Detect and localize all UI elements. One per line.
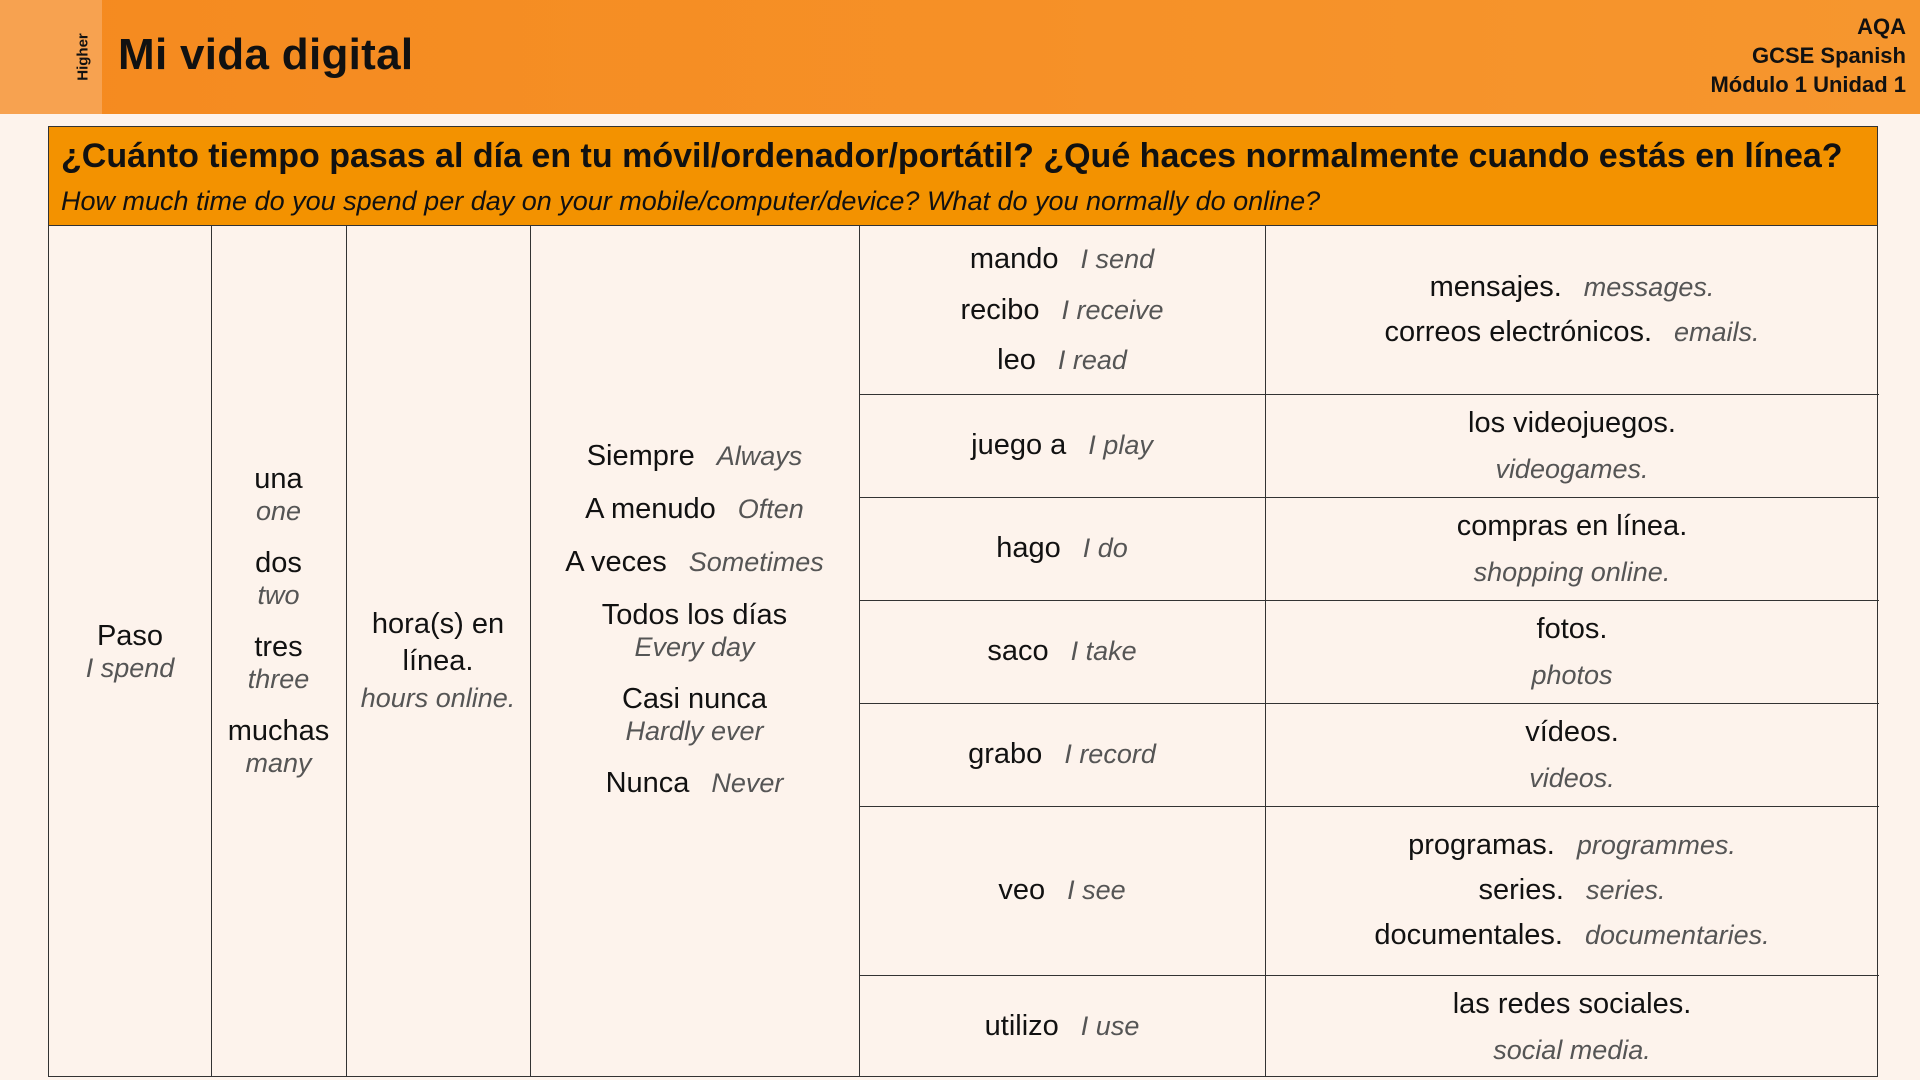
quantity-es: una xyxy=(254,463,303,495)
hours-es: hora(s) en xyxy=(371,607,505,640)
object-en: messages. xyxy=(1583,272,1715,302)
verb-item xyxy=(968,738,1156,771)
tier-tab xyxy=(0,0,102,114)
verb-cell xyxy=(859,600,1265,703)
frequency-es: A veces xyxy=(565,545,667,578)
frequency-es: Nunca xyxy=(605,766,690,799)
frequency-item xyxy=(585,493,804,526)
object-cell xyxy=(1265,703,1879,806)
object-es: programas. xyxy=(1408,829,1555,861)
object-en: videos. xyxy=(1529,762,1615,793)
object-cell xyxy=(1265,806,1879,975)
verb-en: I receive xyxy=(1061,294,1164,325)
tier-label: Higher xyxy=(74,33,92,81)
object-es: series. xyxy=(1478,874,1564,906)
frequency-item xyxy=(622,683,767,747)
verb-item xyxy=(997,344,1127,377)
object-en: videogames. xyxy=(1495,453,1649,484)
verb-es: veo xyxy=(998,874,1046,906)
verb-es: grabo xyxy=(968,738,1043,770)
frequency-es: A menudo xyxy=(585,492,716,525)
verb-cell xyxy=(859,394,1265,497)
frequency-en: Sometimes xyxy=(688,546,824,577)
object-cell xyxy=(1265,226,1879,394)
frequency-item xyxy=(565,546,824,579)
verb-cell xyxy=(859,497,1265,600)
object-cell xyxy=(1265,394,1879,497)
frequency-item xyxy=(587,440,803,473)
verb-item xyxy=(960,294,1163,327)
course-info xyxy=(1710,12,1906,99)
hours-cell xyxy=(346,226,530,1078)
question-spanish: ¿Cuánto tiempo pasas al día en tu móvil/ordenador/portátil? ¿Qué haces normalmente cuando estás en línea? xyxy=(61,137,1843,175)
object-es: vídeos. xyxy=(1525,715,1619,748)
object-en: shopping online. xyxy=(1473,556,1671,587)
object-item xyxy=(1453,981,1692,1073)
verb-cell xyxy=(859,806,1265,975)
verb-item xyxy=(996,532,1128,565)
verb-en: I send xyxy=(1080,244,1155,275)
object-cell xyxy=(1265,975,1879,1078)
object-cell xyxy=(1265,600,1879,703)
quantity-en: three xyxy=(247,664,310,694)
course-board: AQA xyxy=(1857,14,1906,39)
verb-es: mando xyxy=(969,243,1059,276)
course-subject: GCSE Spanish xyxy=(1751,43,1906,68)
verb-es: saco xyxy=(987,635,1049,667)
quantity-en: many xyxy=(245,748,312,778)
object-en: photos xyxy=(1531,659,1613,690)
verb-en: I record xyxy=(1064,739,1156,769)
verb-cell xyxy=(859,226,1265,394)
frequency-en: Never xyxy=(711,767,784,798)
paso-en: I spend xyxy=(85,653,175,683)
object-es: compras en línea. xyxy=(1456,509,1688,542)
frequency-en: Often xyxy=(737,493,804,524)
object-item xyxy=(1408,829,1736,862)
frequency-en: Hardly ever xyxy=(625,715,764,746)
verb-es: hago xyxy=(996,532,1061,564)
verb-es: utilizo xyxy=(984,1010,1059,1042)
object-item xyxy=(1374,919,1769,952)
object-item xyxy=(1384,316,1759,349)
object-item xyxy=(1430,271,1715,304)
frequency-en: Always xyxy=(716,440,803,471)
frequency-es: Casi nunca xyxy=(621,682,768,715)
object-en: documentaries. xyxy=(1585,920,1770,950)
object-es: las redes sociales. xyxy=(1452,987,1692,1020)
verb-es: recibo xyxy=(960,293,1040,326)
quantity-en: two xyxy=(257,580,300,610)
object-es: correos electrónicos. xyxy=(1384,316,1653,348)
header-bar xyxy=(0,0,1920,114)
object-item xyxy=(1525,709,1619,801)
course-unit: Módulo 1 Unidad 1 xyxy=(1710,72,1906,97)
object-es: mensajes. xyxy=(1429,271,1562,303)
hours-en: hours online. xyxy=(360,682,516,713)
object-en: social media. xyxy=(1493,1034,1651,1065)
frequency-es: Todos los días xyxy=(601,598,788,631)
paso-es: Paso xyxy=(96,620,164,652)
verb-cell xyxy=(859,975,1265,1078)
verb-en: I play xyxy=(1088,430,1153,460)
verb-cell xyxy=(859,703,1265,806)
question-english: How much time do you spend per day on your mobile/computer/device? What do you normally do online? xyxy=(61,186,1321,216)
verb-en: I do xyxy=(1082,533,1128,563)
object-cell xyxy=(1265,497,1879,600)
verb-en: I take xyxy=(1070,636,1137,666)
object-item xyxy=(1457,503,1688,595)
verb-en: I see xyxy=(1067,875,1126,905)
verb-item xyxy=(985,1010,1140,1043)
verb-es: juego a xyxy=(971,429,1067,461)
quantity-es: dos xyxy=(255,547,302,579)
hours-es: línea. xyxy=(402,644,474,677)
verb-item xyxy=(970,243,1154,276)
object-es: los videojuegos. xyxy=(1468,406,1676,439)
object-item xyxy=(1531,606,1612,698)
object-en: emails. xyxy=(1674,317,1760,347)
object-item xyxy=(1468,400,1676,492)
object-item xyxy=(1479,874,1666,907)
quantity-cell xyxy=(211,226,346,1078)
object-en: series. xyxy=(1585,875,1666,905)
verb-en: I use xyxy=(1080,1011,1140,1041)
verb-item xyxy=(987,635,1136,668)
object-en: programmes. xyxy=(1576,830,1736,860)
frequency-item xyxy=(602,599,787,663)
object-es: fotos. xyxy=(1536,612,1608,645)
quantity-es: tres xyxy=(254,631,303,663)
time-verb-cell xyxy=(49,226,211,1078)
verb-es: leo xyxy=(997,343,1036,376)
question-banner xyxy=(48,126,1878,225)
frequency-en: Every day xyxy=(634,631,755,662)
frequency-es: Siempre xyxy=(586,439,695,472)
object-es: documentales. xyxy=(1374,919,1563,951)
frequency-cell xyxy=(530,226,859,1078)
quantity-es: muchas xyxy=(227,715,330,747)
sentence-builder-table xyxy=(48,225,1878,1077)
verb-item xyxy=(998,874,1125,907)
verb-en: I read xyxy=(1057,344,1127,375)
verb-item xyxy=(971,429,1153,462)
page-title: Mi vida digital xyxy=(118,30,414,79)
frequency-item xyxy=(606,767,784,800)
quantity-en: one xyxy=(255,496,302,526)
